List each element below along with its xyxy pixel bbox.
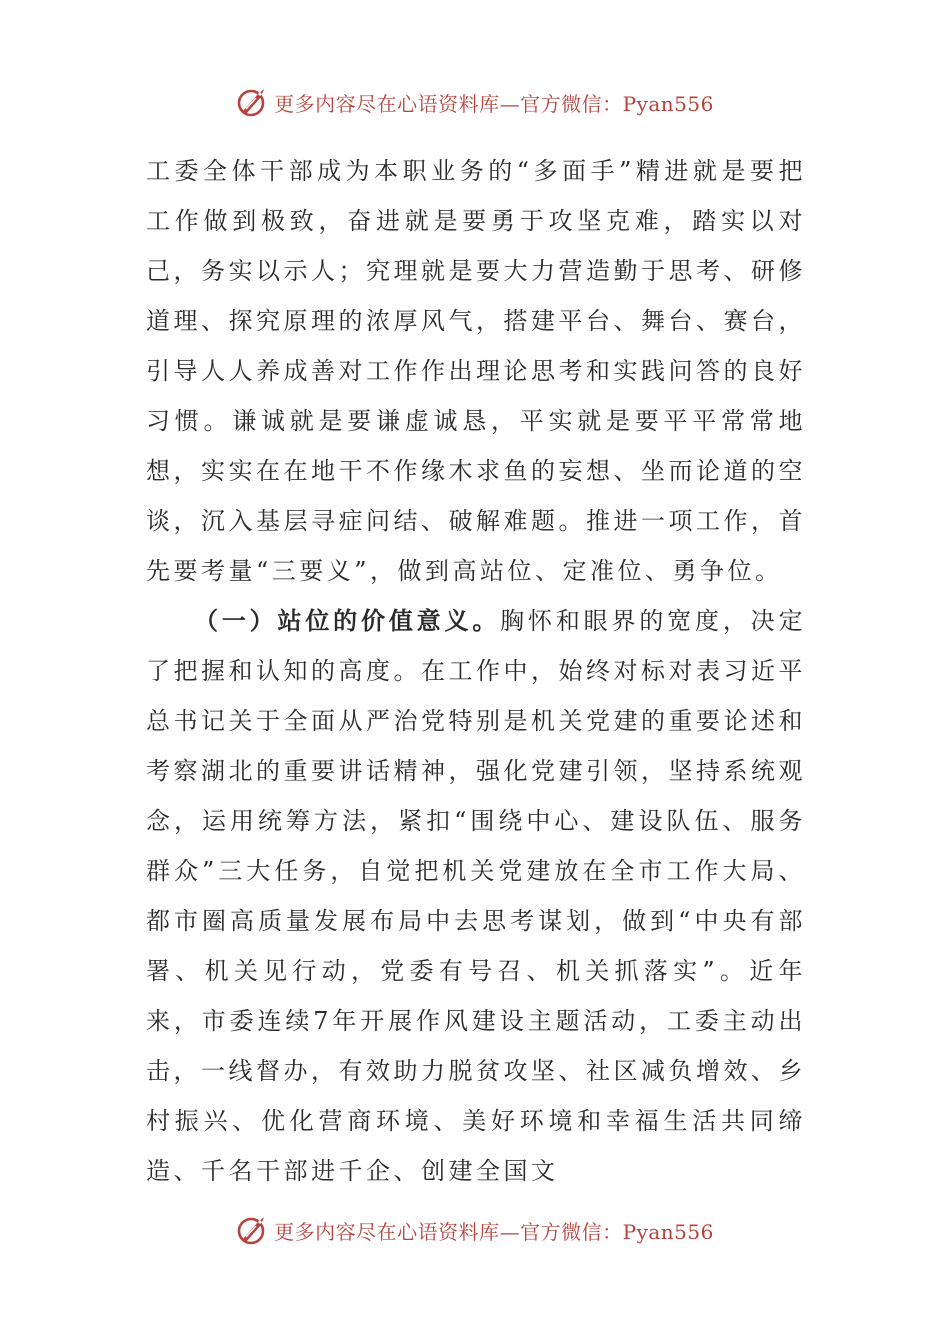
header-watermark: [0, 82, 950, 122]
pen-nib-logo-icon: [236, 1213, 270, 1247]
document-body: [146, 146, 806, 1196]
watermark-text: 更多内容尽在心语资料库—官方微信：Pyan556: [274, 1219, 714, 1244]
section-body-text: 胸怀和眼界的宽度，决定了把握和认知的高度。在工作中，始终对标对表习近平总书记关于全面从严治党特别是机关党建的重要论述和考察湖北的重要讲话精神，强化党建引领，坚持系统观念，运用统筹方法，紧扣“围绕中心、建设队伍、服务群众”三大任务，自觉把机关党建放在全市工作大局、都市圈高质量发展布局中去思考谋划，做到“中央有部署、机关见行动，党委有号召、机关抓落实”。近年来，市委连续7年开展作风建设主题活动，工委主动出击，一线督办，有效助力脱贫攻坚、社区减负增效、乡村振兴、优化营商环境、美好环境和幸福生活共同缔造、千名干部进千企、创建全国文: [146, 607, 807, 1185]
pen-nib-logo-icon: [236, 85, 270, 119]
paragraph-continuation: 工委全体干部成为本职业务的“多面手”精进就是要把工作做到极致，奋进就是要勇于攻坚克难，踏实以对己，务实以示人；究理就是要大力营造勤于思考、研修道理、探究原理的浓厚风气，搭建平台、舞台、赛台，引导人人养成善对工作作出理论思考和实践问答的良好习惯。谦诚就是要谦虚诚恳，平实就是要平平常常地想，实实在在地干不作缘木求鱼的妄想、坐而论道的空谈，沉入基层寻症问结、破解难题。推进一项工作，首先要考量“三要义”，做到高站位、定准位、勇争位。: [146, 157, 806, 585]
paragraph-section-one: [146, 596, 806, 1196]
footer-watermark: [0, 1210, 950, 1250]
section-heading: （一）站位的价值意义。: [194, 606, 501, 635]
watermark-text: 更多内容尽在心语资料库—官方微信：Pyan556: [274, 91, 714, 116]
